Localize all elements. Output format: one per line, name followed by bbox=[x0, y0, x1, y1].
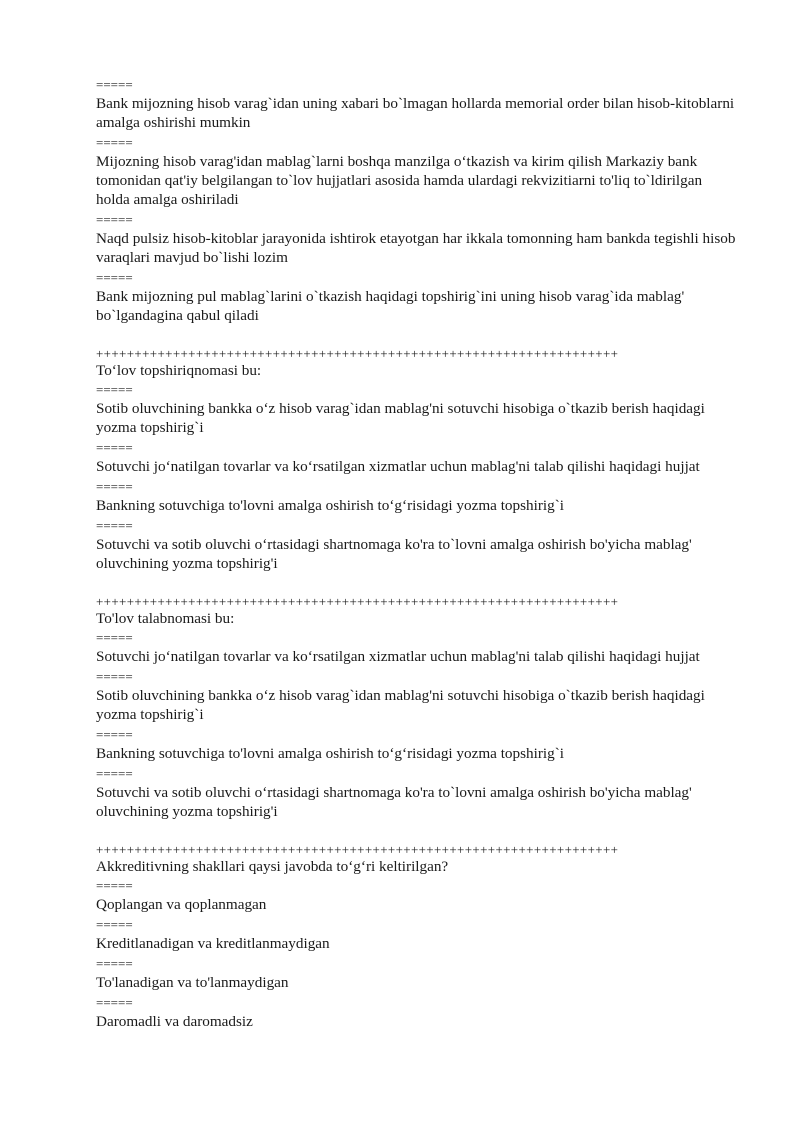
option-separator: ===== bbox=[96, 917, 133, 932]
option-separator: ===== bbox=[96, 440, 133, 455]
option-text: To'lanadigan va to'lanmaydigan bbox=[96, 974, 289, 991]
option-separator: ===== bbox=[96, 878, 133, 893]
question-text: To‘lov topshiriqnomasi bu: bbox=[96, 362, 262, 379]
option-text: Bank mijozning pul mablag`larini o`tkazish haqidagi topshirig`ini uning hisob varag`ida mablag' bo`lgandagina qabul qiladi bbox=[96, 288, 685, 324]
document-page bbox=[96, 78, 736, 1035]
option-separator: ===== bbox=[96, 956, 133, 971]
option-separator: ===== bbox=[96, 518, 133, 533]
question-block-2 bbox=[96, 346, 736, 573]
option-separator: ===== bbox=[96, 766, 133, 781]
option-text: Bankning sotuvchiga to'lovni amalga oshirish to‘g‘risidagi yozma topshirig`i bbox=[96, 745, 564, 762]
option-separator: ===== bbox=[96, 479, 133, 494]
question-block-1 bbox=[96, 78, 736, 325]
option-text: Sotuvchi jo‘natilgan tovarlar va ko‘rsatilgan xizmatlar uchun mablag'ni talab qilishi haqidagi hujjat bbox=[96, 648, 700, 665]
question-separator: ++++++++++++++++++++++++++++++++++++++++++++++++++++++++++++++++++++ bbox=[96, 842, 619, 857]
option-separator: ===== bbox=[96, 669, 133, 684]
question-block-4 bbox=[96, 842, 736, 1031]
option-text: Mijozning hisob varag'idan mablag`larni boshqa manzilga o‘tkazish va kirim qilish Markaziy bank tomonidan qat'iy belgilangan to`lov hujjatlari asosida hamda ulardagi rekvizitiarni to'liq to`ldirilgan holda amalga oshiriladi bbox=[96, 153, 703, 208]
option-separator: ===== bbox=[96, 77, 133, 92]
question-separator: ++++++++++++++++++++++++++++++++++++++++++++++++++++++++++++++++++++ bbox=[96, 346, 619, 361]
option-separator: ===== bbox=[96, 270, 133, 285]
option-text: Naqd pulsiz hisob-kitoblar jarayonida ishtirok etayotgan har ikkala tomonning ham bankda tegishli hisob varaqlari mavjud bo`lishi lozim bbox=[96, 230, 736, 266]
option-text: Bankning sotuvchiga to'lovni amalga oshirish to‘g‘risidagi yozma topshirig`i bbox=[96, 497, 564, 514]
question-block-3 bbox=[96, 594, 736, 821]
option-text: Sotib oluvchining bankka o‘z hisob varag`idan mablag'ni sotuvchi hisobiga o`tkazib berish haqidagi yozma topshirig`i bbox=[96, 400, 705, 436]
option-text: Sotuvchi jo‘natilgan tovarlar va ko‘rsatilgan xizmatlar uchun mablag'ni talab qilishi haqidagi hujjat bbox=[96, 458, 700, 475]
option-text: Daromadli va daromadsiz bbox=[96, 1013, 253, 1030]
option-text: Sotuvchi va sotib oluvchi o‘rtasidagi shartnomaga ko'ra to`lovni amalga oshirish bo'yicha mablag' oluvchining yozma topshirig'i bbox=[96, 536, 692, 572]
option-text: Bank mijozning hisob varag`idan uning xabari bo`lmagan hollarda memorial order bilan hisob-kitoblarni amalga oshirishi mumkin bbox=[96, 95, 735, 131]
option-separator: ===== bbox=[96, 135, 133, 150]
question-text: Akkreditivning shakllari qaysi javobda to‘g‘ri keltirilgan? bbox=[96, 858, 449, 875]
option-text: Qoplangan va qoplanmagan bbox=[96, 896, 267, 913]
option-separator: ===== bbox=[96, 630, 133, 645]
option-text: Kreditlanadigan va kreditlanmaydigan bbox=[96, 935, 330, 952]
option-text: Sotib oluvchining bankka o‘z hisob varag`idan mablag'ni sotuvchi hisobiga o`tkazib berish haqidagi yozma topshirig`i bbox=[96, 687, 705, 723]
question-separator: ++++++++++++++++++++++++++++++++++++++++++++++++++++++++++++++++++++ bbox=[96, 594, 619, 609]
option-separator: ===== bbox=[96, 212, 133, 227]
option-separator: ===== bbox=[96, 995, 133, 1010]
option-separator: ===== bbox=[96, 382, 133, 397]
question-text: To'lov talabnomasi bu: bbox=[96, 610, 235, 627]
option-separator: ===== bbox=[96, 727, 133, 742]
option-text: Sotuvchi va sotib oluvchi o‘rtasidagi shartnomaga ko'ra to`lovni amalga oshirish bo'yicha mablag' oluvchining yozma topshirig'i bbox=[96, 784, 692, 820]
